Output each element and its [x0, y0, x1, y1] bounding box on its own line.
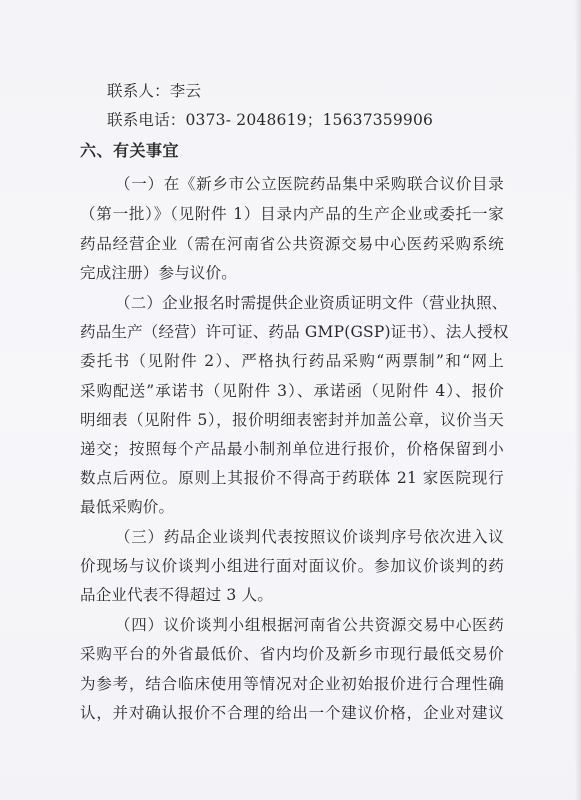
paragraph-line: （四）议价谈判小组根据河南省公共资源交易中心医药 [115, 616, 504, 634]
paragraph-line: （第一批）》（见附件 1）目录内产品的生产企业或委托一家 [80, 205, 504, 223]
contact-person: 联系人：李云 [107, 82, 202, 100]
paragraph-line: （二）企业报名时需提供企业资质证明文件（营业执照、 [115, 294, 508, 312]
paragraph-line: 完成注册）参与议价。 [80, 264, 238, 282]
paragraph-line: 数点后两位。原则上其报价不得高于药联体 21 家医院现行 [80, 469, 504, 487]
paragraph-line: （三）药品企业谈判代表按照议价谈判序号依次进入议 [115, 528, 504, 546]
paragraph-line: 药品生产（经营）许可证、药品 GMP(GSP)证书）、法人授权 [80, 323, 509, 341]
paragraph-line: （一）在《新乡市公立医院药品集中采购联合议价目录 [115, 175, 504, 193]
paragraph-line: 采购平台的外省最低价、省内均价及新乡市现行最低交易价 [80, 645, 504, 663]
paragraph-line: 明细表（见附件 5），报价明细表密封并加盖公章，议价当天 [80, 411, 504, 429]
paragraph-line: 品企业代表不得超过 3 人。 [80, 586, 274, 604]
paragraph-line: 采购配送”承诺书（见附件 3）、承诺函（见附件 4）、报价 [80, 382, 504, 400]
paragraph-line: 认，并对确认报价不合理的给出一个建议价格，企业对建议 [80, 704, 504, 722]
paragraph-line: 委托书（见附件 2）、严格执行药品采购“两票制”和“网上 [80, 352, 504, 370]
paragraph-line: 递交；按照每个产品最小制剂单位进行报价，价格保留到小 [80, 440, 504, 458]
paragraph-line: 药品经营企业（需在河南省公共资源交易中心医药采购系统 [80, 235, 504, 253]
paragraph-line: 最低采购价。 [80, 498, 175, 516]
contact-phone: 联系电话：0373- 2048619；15637359906 [107, 111, 434, 129]
paragraph-line: 价现场与议价谈判小组进行面对面议价。参加议价谈判的药 [80, 557, 504, 575]
paragraph-line: 为参考，结合临床使用等情况对企业初始报价进行合理性确 [80, 675, 504, 693]
section-heading: 六、有关事宜 [80, 141, 180, 160]
